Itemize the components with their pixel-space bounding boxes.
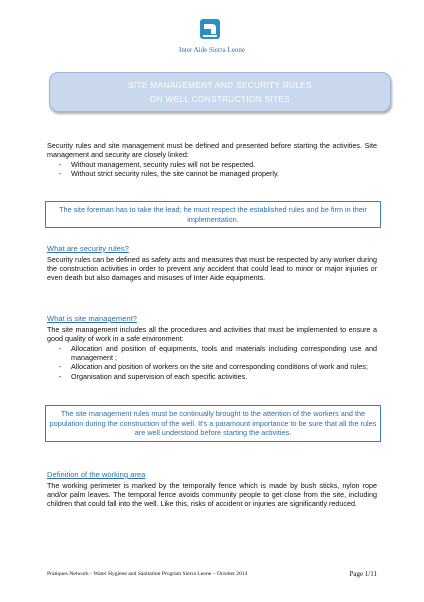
security-rules-paragraph: Security rules can be defined as safety acts and measures that must be respected by any worker during the construction activities in order to prevent any accident that could lead to minor or major injuries or even death but also damages and misuses of Inter Aide equipments. — [47, 255, 378, 283]
list-item: - Without management, security rules will not be respected. — [59, 160, 377, 169]
site-management-paragraph: The site management includes all the procedures and activities that must be implemented to ensure a good quality of work in a safe environment: — [47, 325, 377, 344]
inter-aide-logo — [199, 18, 221, 40]
intro-paragraph: Security rules and site management must be defined and presented before starting the activities. Site management and security are closely linked: — [47, 141, 377, 160]
working-area-paragraph: The working perimeter is marked by the temporally fence which is made by bush sticks, nylon rope and/or palm leaves. The temporal fence avoids community people to get close from the site, including children that could fall into the well. Like this, risks of accident or injuries are significantly reduced. — [47, 481, 377, 509]
intro-bullet-list — [59, 160, 377, 178]
site-management-bullet-list — [59, 344, 377, 381]
foreman-note-box: The site foreman has to take the lead; he must respect the established rules and be firm in their implementation. — [45, 201, 381, 228]
footer-text: Pratiques Network - Water Hygiene and Sanitation Program Sierra Leone – October 2014 — [47, 571, 248, 577]
site-management-note-box: The site management rules must be continually brought to the attention of the workers and the population during the construction of the well. It's a paramount importance to be sure that all the rules are well understood before starting the activities. — [45, 405, 381, 442]
document-title-line-1: SITE MANAGEMENT AND SECURITY RULES — [128, 80, 312, 90]
document-title-line-2: ON WELL CONSTRUCTION SITES — [149, 94, 291, 104]
list-item: - Allocation and position of equipments, tools and materials including corresponding use and management ; — [59, 344, 377, 362]
security-rules-heading: What are security rules? — [47, 244, 129, 253]
document-title-box — [49, 72, 391, 112]
working-area-heading: Definition of the working area — [47, 470, 146, 479]
site-management-heading: What is site management? — [47, 314, 137, 323]
list-item: - Without strict security rules, the site cannot be managed properly. — [59, 169, 377, 178]
page-number: Page 1/11 — [349, 570, 377, 578]
page-footer — [47, 571, 377, 577]
organization-name: Inter Aide Sierra Leone — [179, 46, 245, 54]
list-item: - Allocation and position of workers on the site and corresponding conditions of work and rules; — [59, 362, 377, 371]
list-item: - Organisation and supervision of each specific activities. — [59, 372, 377, 381]
